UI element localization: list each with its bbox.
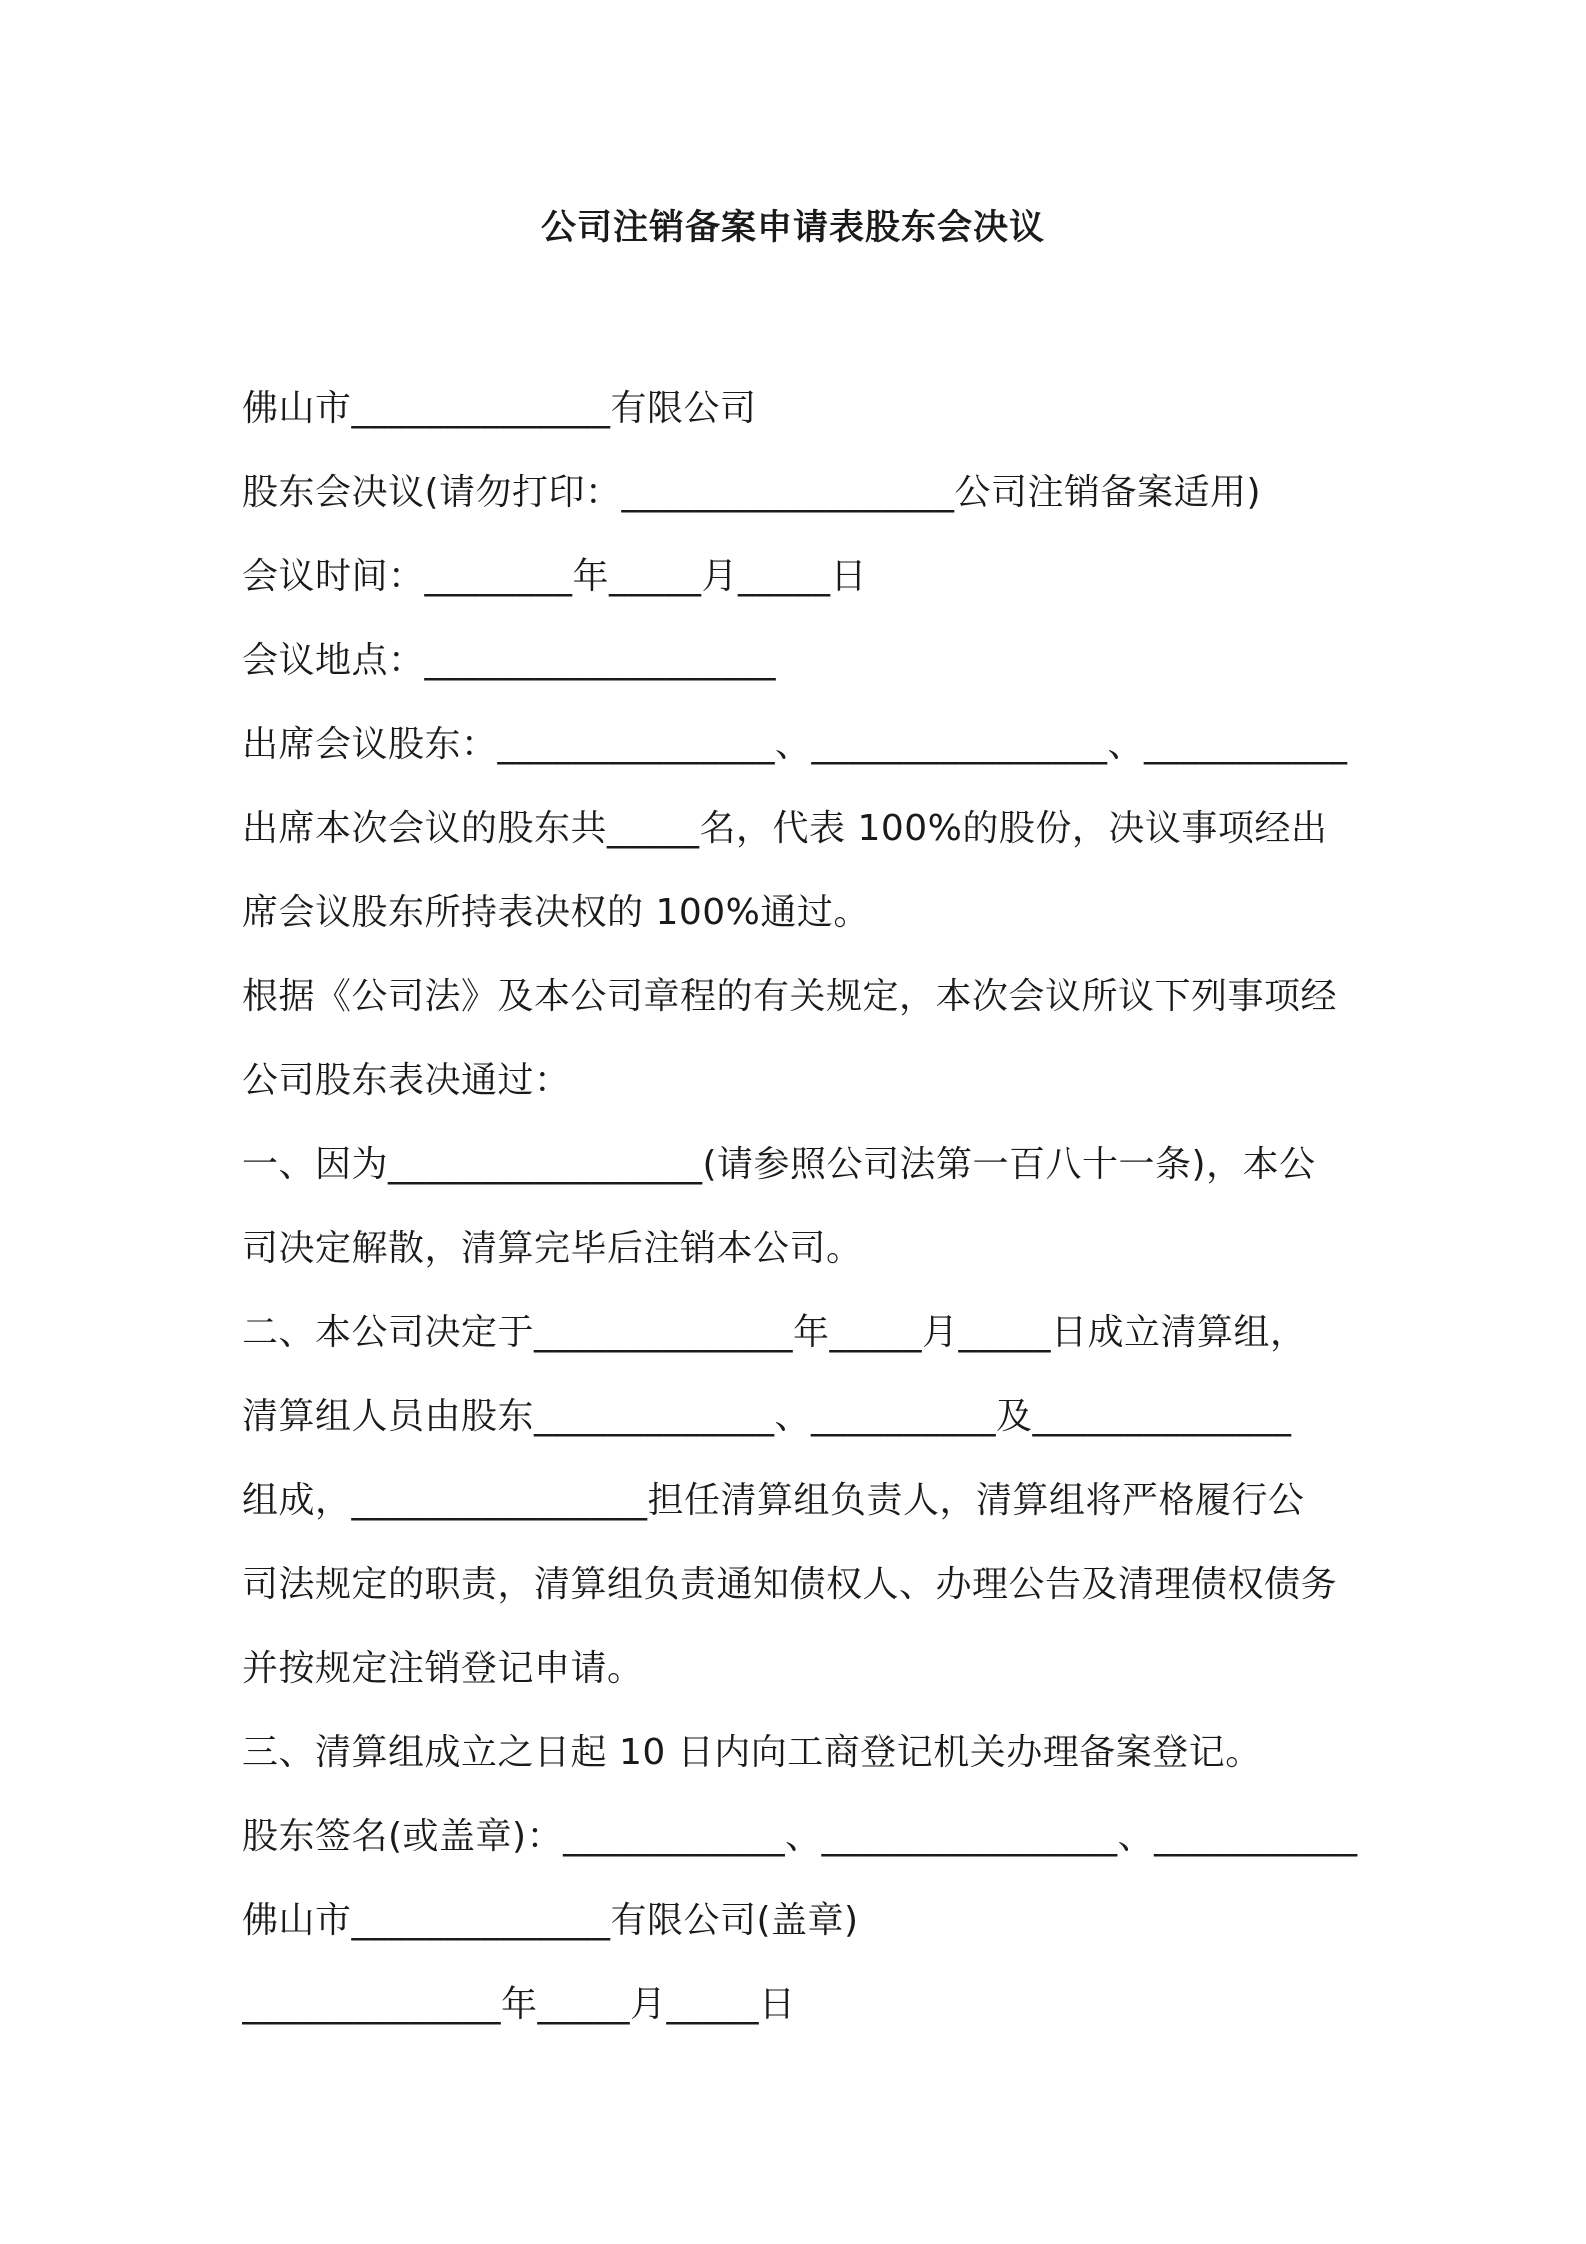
item-one-line-2: 司决定解散，清算完毕后注销本公司。 xyxy=(242,1228,863,1269)
item-two-line-4: 司法规定的职责，清算组负责通知债权人、办理公告及清理债权债务 xyxy=(242,1564,1338,1605)
legal-basis-line-1: 根据《公司法》及本公司章程的有关规定，本次会议所议下列事项经 xyxy=(242,976,1338,1017)
item-two-line-2: 清算组人员由股东_____________、__________及______________ xyxy=(242,1396,1292,1437)
document-body xyxy=(242,367,1362,2047)
attendance-summary-line-2: 席会议股东所持表决权的 100%通过。 xyxy=(242,892,870,933)
signature-date-line: ______________年_____月_____日 xyxy=(242,1984,796,2025)
legal-basis-line-2: 公司股东表决通过： xyxy=(242,1060,571,1101)
item-two-line-1: 二、本公司决定于______________年_____月_____日成立清算组， xyxy=(242,1312,1307,1353)
attendance-summary-line-1: 出席本次会议的股东共_____名，代表 100%的股份，决议事项经出 xyxy=(242,808,1328,849)
meeting-place-line: 会议地点：___________________ xyxy=(242,640,777,681)
item-one-line-1: 一、因为_________________(请参照公司法第一百八十一条)，本公 xyxy=(242,1144,1316,1185)
attending-shareholders-line: 出席会议股东：_______________、________________、___________ xyxy=(242,724,1348,765)
company-seal-line: 佛山市______________有限公司(盖章) xyxy=(242,1900,859,1941)
item-two-line-5: 并按规定注销登记申请。 xyxy=(242,1648,644,1689)
resolution-heading-line: 股东会决议(请勿打印：__________________公司注销备案适用) xyxy=(242,472,1262,513)
item-three-line: 三、清算组成立之日起 10 日内向工商登记机关办理备案登记。 xyxy=(242,1732,1262,1773)
item-two-line-3: 组成，________________担任清算组负责人，清算组将严格履行公 xyxy=(242,1480,1305,1521)
document-title: 公司注销备案申请表股东会决议 xyxy=(540,208,1045,248)
meeting-time-line: 会议时间：________年_____月_____日 xyxy=(242,556,868,597)
company-name-line: 佛山市______________有限公司 xyxy=(242,388,757,429)
shareholder-signature-line: 股东签名(或盖章)：____________、________________、___________ xyxy=(242,1816,1358,1857)
